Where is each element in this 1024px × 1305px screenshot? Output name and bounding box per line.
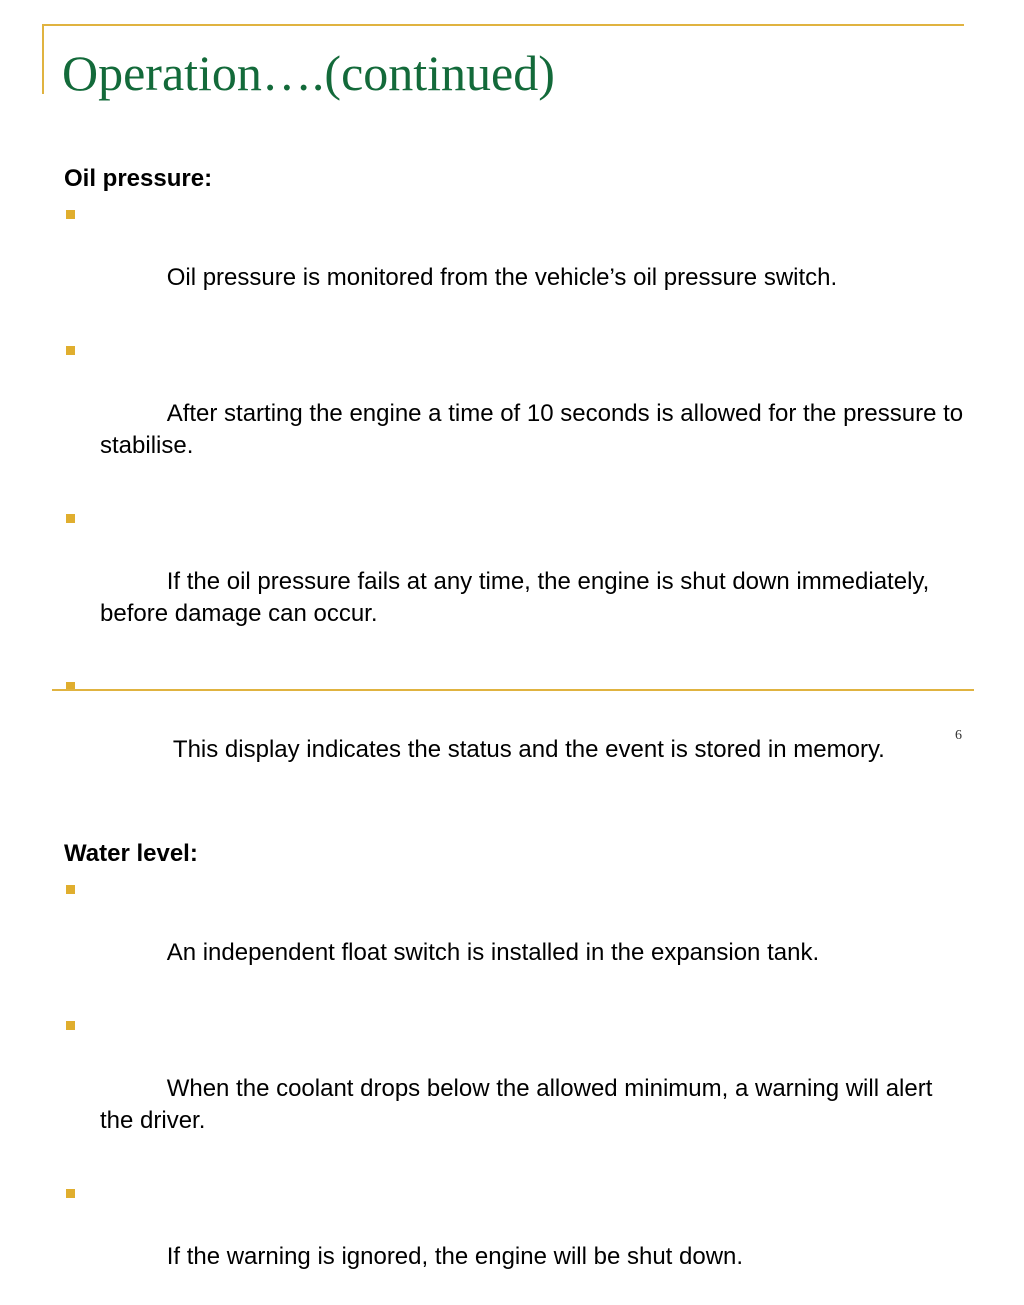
bullet-text: Oil pressure is monitored from the vehicle’s oil pressure switch.: [166, 264, 838, 291]
frame-top-line: [42, 24, 964, 26]
bullet-text: An independent float switch is installed in the expansion tank.: [166, 939, 820, 966]
slide-title: Operation….(continued): [62, 45, 555, 101]
bullet-text: This display indicates the status and the event is stored in memory.: [166, 736, 885, 763]
slide-content: [64, 163, 970, 1305]
section-water-level: [64, 838, 964, 1305]
section-oil-pressure: [64, 163, 970, 798]
bullet-item: [64, 1177, 964, 1305]
bullet-text: If the oil pressure fails at any time, the engine is shut down immediately, before damage can occur.: [100, 568, 936, 627]
bullet-text: When the coolant drops below the allowed minimum, a warning will alert the driver.: [100, 1075, 940, 1134]
section-heading-water-level: Water level:: [64, 840, 198, 867]
section-spacer: [64, 798, 964, 838]
bullet-square-icon: [66, 514, 75, 523]
bullet-item: [64, 198, 964, 326]
page-number: 6: [955, 728, 962, 743]
bullet-text: If the warning is ignored, the engine will be shut down.: [166, 1243, 744, 1270]
bullet-square-icon: [66, 346, 75, 355]
bullet-square-icon: [66, 210, 75, 219]
bullet-square-icon: [66, 1189, 75, 1198]
section-heading-oil-pressure: Oil pressure:: [64, 165, 213, 192]
bullet-list-oil-pressure: [64, 198, 970, 798]
bullet-square-icon: [66, 1021, 75, 1030]
bullet-item: [64, 1009, 964, 1169]
frame-left-line: [42, 24, 44, 94]
bullet-item: [64, 873, 964, 1001]
bullet-text: After starting the engine a time of 10 seconds is allowed for the pressure to stabilise.: [100, 400, 970, 459]
bullet-list-water-level: [64, 873, 964, 1305]
frame-bottom-line: [52, 689, 974, 691]
bullet-square-icon: [66, 885, 75, 894]
bullet-item: [64, 502, 964, 662]
bullet-item: [64, 334, 970, 494]
